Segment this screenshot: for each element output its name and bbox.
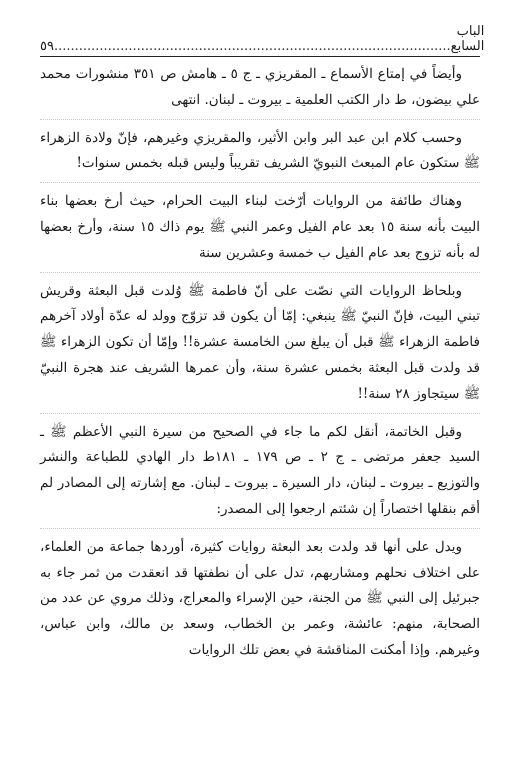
paragraph-5: وقبل الخاتمة، أنقل لكم ما جاء في الصحيح من سيرة النبي الأعظم ﷺ ـ السيد جعفر مرتضى ـ ج ٢ ـ ص ١٧٩ ـ ١٨١ط دار الهادي للطباعة والنشر والتوزيع ـ بيروت ـ لبنان، دار السيرة ـ بيروت ـ لبنان. مع إشارته إلى المصادر لم أقم بنقلها اختصاراً إن شئتم ارجعوا إلى المصدر: (40, 423, 481, 517)
paragraph-divider (40, 182, 480, 183)
header-rule (40, 56, 480, 57)
paragraph-divider (40, 272, 480, 273)
paragraph-3: وهناك طائفة من الروايات أرّخت لبناء البيت الحرام، حيث أرخ بعضها بناء البيت بأنه سنة ١٥ بعد عام الفيل وعمر النبي ﷺ يوم ذاك ١٥ سنة، وأرخ بعضها له بأنه تزوج بعد عام الفيل ب خمسة وعشرين سنة (40, 193, 480, 261)
paragraph-4: وبلحاظ الروايات التي نصّت على أنّ فاطمة ﷺ وُلدت قبل البعثة وقريش تبني البيت، فإنّ النبيّ ﷺ ينبغي: إمّا أن يكون قد تزوّج وولد له عدّة أولاد آخرهم فاطمة الزهراء ﷺ قبل أن يبلغ سن الخامسة عشرة!! وإمّا أن تكون الزهراء ﷺ قد ولدت قبل البعثة بخمس عشرة سنة، وأن عمرها الشريف عند هجرة النبيّ ﷺ سيتجاوز ٢٨ سنة!! (40, 282, 480, 402)
chapter-heading (54, 24, 484, 54)
paragraph-divider (40, 528, 480, 529)
page-body (40, 62, 480, 664)
running-header (40, 24, 485, 54)
paragraph-divider (40, 413, 480, 414)
paragraph-divider (40, 119, 480, 120)
chapter-title: الباب السابع (450, 24, 485, 54)
paragraph-1: وأيضاً في إمتاع الأسماع ـ المقريزي ـ ج ٥ ـ هامش ص ٣٥١ منشورات محمد علي بيضون، ط دار الكتب العلمية ـ بيروت ـ لبنان. انتهى (40, 66, 480, 108)
header-leader-dots: ................................................................................................ (53, 39, 451, 54)
paragraph-6: ويدل على أنها قد ولدت بعد البعثة روايات كثيرة، أوردها جماعة من العلماء، على اختلاف نحلهم ومشاربهم، تدل على أن نطفتها قد انعقدت من ثمر جاء به جبرئيل إلى النبي ﷺ من الجنة، حين الإسراء والمعراج، وذلك مروي عن عدد من الصحابة، منهم: عائشة، وعمر بن الخطاب، وسعد بن مالك، وابن عباس، وغيرهم. وإذا أمكنت المناقشة في بعض تلك الروايات (40, 538, 480, 658)
page-number: ٥٩ (40, 39, 54, 54)
paragraph-2: وحسب كلام ابن عبد البر وابن الأثير، والمقريزي وغيرهم، فإنّ ولادة الزهراء ﷺ ستكون عام المبعث النبويّ الشريف تقريباً وليس قبله بخمس سنوات! (40, 129, 480, 172)
